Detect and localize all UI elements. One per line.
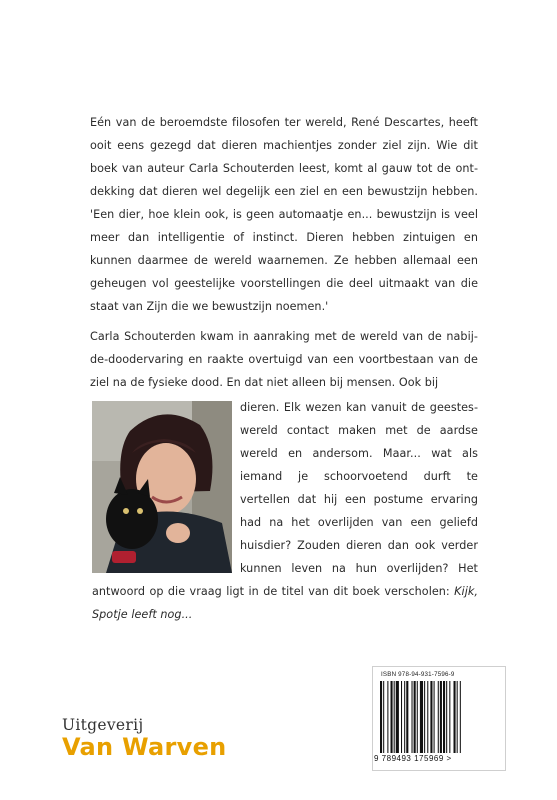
author-paragraph-block xyxy=(92,396,479,621)
author-photo xyxy=(92,401,232,573)
author-paragraph-wrap: dieren. Elk wezen kan vanuit de geesteswereld contact maken met de aardse wereld en andersom. Maar... wat als iemand je schoorvoetend durft te vertellen dat hij een postume ervaring had na het overlijden van een geliefd huisdier? Zouden dieren dan ook verder kunnen leven na hun overlijden? Het antwoord op die vraag ligt in de titel van dit boek verscholen: Kijk, Spotje leeft nog... xyxy=(92,401,479,621)
barcode-bars xyxy=(380,681,484,753)
barcode xyxy=(372,666,506,771)
isbn-label: ISBN 978-94-931-7596-9 xyxy=(381,671,455,678)
intro-paragraph: Eén van de beroemdste filosofen ter wereld, René Descartes, heeft ooit eens gezegd dat dieren machientjes zonder ziel zijn. Wie dit boek van auteur Carla Schouterden leest, komt al gauw tot de ontdekking dat dieren wel degelijk een ziel en een bewustzijn hebben. 'Een dier, hoe klein ook, is geen automaatje en... bewustzijn is veel meer dan intelligentie of instinct. Dieren hebben zintuigen en kunnen daarmee de wereld waarnemen. Ze hebben allemaal een geheugen vol geestelijke voorstellingen die deel uitmaakt van die staat van Zijn die we bewustzijn noemen.' xyxy=(90,116,478,313)
publisher-line2: Van Warven xyxy=(62,733,227,761)
publisher-logo xyxy=(62,716,227,761)
book-title: Kijk, Spotje leeft nog... xyxy=(92,585,479,621)
author-paragraph-top: Carla Schouterden kwam in aanraking met de wereld van de nabij-de-doodervaring en raakte overtuigd van een voortbestaan van de ziel na de fysieke dood. En dat niet alleen bij mensen. Ook bij xyxy=(90,330,478,389)
barcode-digits: 9 789493 175969 > xyxy=(374,754,452,763)
publisher-line1: Uitgeverij xyxy=(62,716,144,734)
